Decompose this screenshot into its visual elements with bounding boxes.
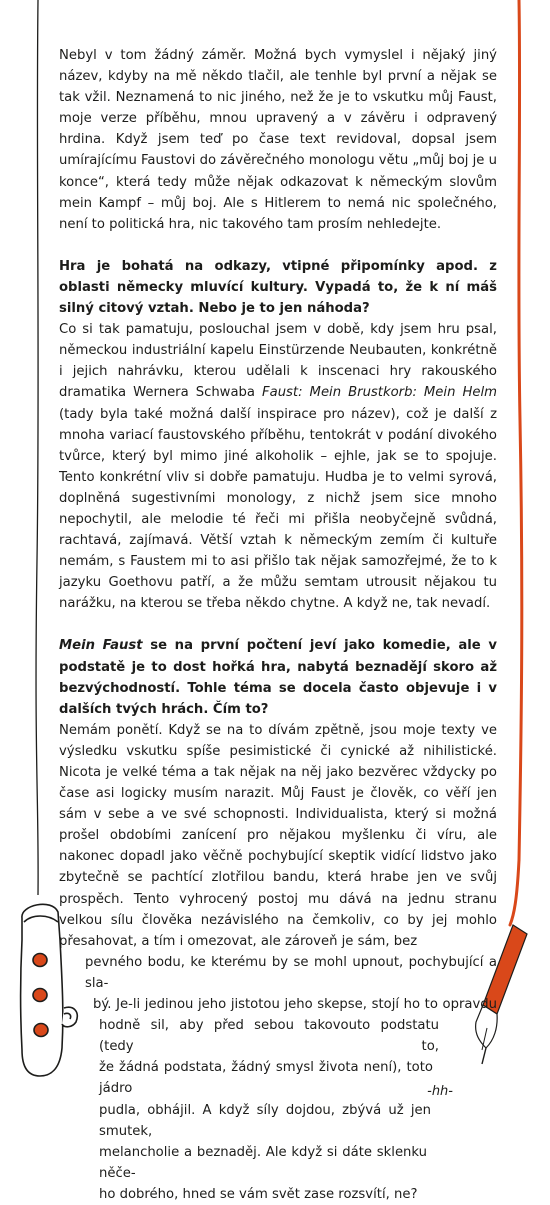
wrapped-line: ho dobrého, hned se vám svět zase rozsvítí, ne? — [99, 1186, 418, 1202]
wrapped-line: že žádná podstata, žádný smysl života není), toto jádro — [99, 1060, 433, 1097]
wrapped-line: bý. Je-li jedinou jeho jistotou jeho skepse, stojí ho to opravdu — [93, 997, 497, 1013]
wrapped-lines — [59, 952, 497, 1205]
play-title: Mein Faust — [59, 638, 143, 654]
paragraph-spacer — [59, 235, 497, 256]
question-text: se na první počtení jeví jako komedie, ale v podstatě je to dost hořká hra, nabytá beznadějí skoro až bezvýchodností. Tohle téma se docela často objevuje i v dalších tvých hrách. Čím to? — [59, 638, 497, 717]
left-border-line — [36, 0, 38, 895]
interview-question-2: Hra je bohatá na odkazy, vtipné připomínky apod. z oblasti německy mluvící kultury. Vypadá to, že k ní máš silný citový vztah. Nebo je to jen náhoda? — [59, 258, 497, 317]
answer-paragraph-2 — [59, 319, 497, 614]
answer-paragraph-3: Nemám ponětí. Když se na to dívám zpětně, jsou moje texty ve výsledku vskutku spíše pesimistické či cynické až nihilistické. Nicota je velké téma a tak nějak na něj jako bezvěrec vždycky po čase asi logicky musím narazit. Můj Faust je člověk, co věří jen sám v sebe a ve své schopnosti. Individualista, který si možná prošel obdobími zanícení pro nějakou myšlenku či víru, ale nakonec dopadl jako věčně pochybující skeptik vidící lidstvo jako zbytečně se pachtící zlotřilou bandu, která hrabe jen ve svůj prospěch. Tento vyhrocený postoj mu dává na jednu stranu velkou sílu člověka nezávislého na čemkoliv, co by jej mohlo přesahovat, a tím i omezovat, ale zároveň je sám, bez — [59, 722, 497, 949]
interview-question-3 — [59, 635, 497, 719]
red-border-line — [510, 0, 522, 925]
wrapped-line: pudla, obhájil. A když síly dojdou, zbývá už jen smutek, — [99, 1102, 431, 1139]
article-body — [59, 45, 497, 1205]
answer-paragraph-1: Nebyl v tom žádný záměr. Možná bych vymyslel i nějaký jiný název, kdyby na mě někdo tlačil, ale tenhle byl první a nějak se tak vžil. Neznamená to nic jiného, než že je to vskutku můj Faust, moje verze příběhu, mnou upravený a v závěru i odpravený hrdina. Když jsem teď po čase text revidoval, dopsal jsem umírajícímu Faustovi do závěrečného monologu větu „můj boj je u konce“, která tedy může nějak odkazovat k německým slovům mein Kampf – můj boj. Ale s Hitlerem to nemá nic společného, není to politická hra, nic takového tam prosím nehledejte. — [59, 48, 497, 232]
paragraph-spacer — [59, 614, 497, 635]
cited-title: Faust: Mein Brustkorb: Mein Helm — [262, 385, 497, 401]
wrapped-line: pevného bodu, ke kterému by se mohl upnout, pochybující a sla- — [85, 954, 497, 991]
wrapped-line: hodně sil, aby před sebou takovouto podstatu (tedy to, — [99, 1018, 439, 1055]
answer-text: (tady byla také možná další inspirace pro název), což je další z mnoha variací faustovského příběhu, tentokrát v podání divokého tvůrce, který byl mimo jiné alkoholik – ejhle, jak se to spojuje. Tento konkrétní vliv si dobře pamatuju. Hudba je to velmi syrová, doplněná sugestivními monology, z nichž jsem sice mnoho nepochytil, ale melodie té řeči mi přišla neobyčejně svůdná, rachtavá, zajímavá. Větší vztah k německým zemím či kultuře nemám, s Faustem mi to asi přišlo tak nějak samozřejmé, že to k jazyku Goethovu patří, a že můžu semtam utrousit nějakou tu narážku, na kterou se třeba někdo chytne. A když ne, tak nevadí. — [59, 406, 497, 612]
answer-text: Co si tak pamatuju, poslouchal jsem v době, kdy jsem hru psal, německou industriální kapelu Einstürzende Neubauten, konkrétně i jejich nahrávku, kterou udělali k inscenaci hry rakouského dramatika Wernera Schwaba — [59, 322, 497, 401]
wrapped-line: melancholie a beznaděj. Ale když si dáte sklenku něče- — [99, 1144, 427, 1181]
author-signature: -hh- — [427, 1084, 453, 1099]
